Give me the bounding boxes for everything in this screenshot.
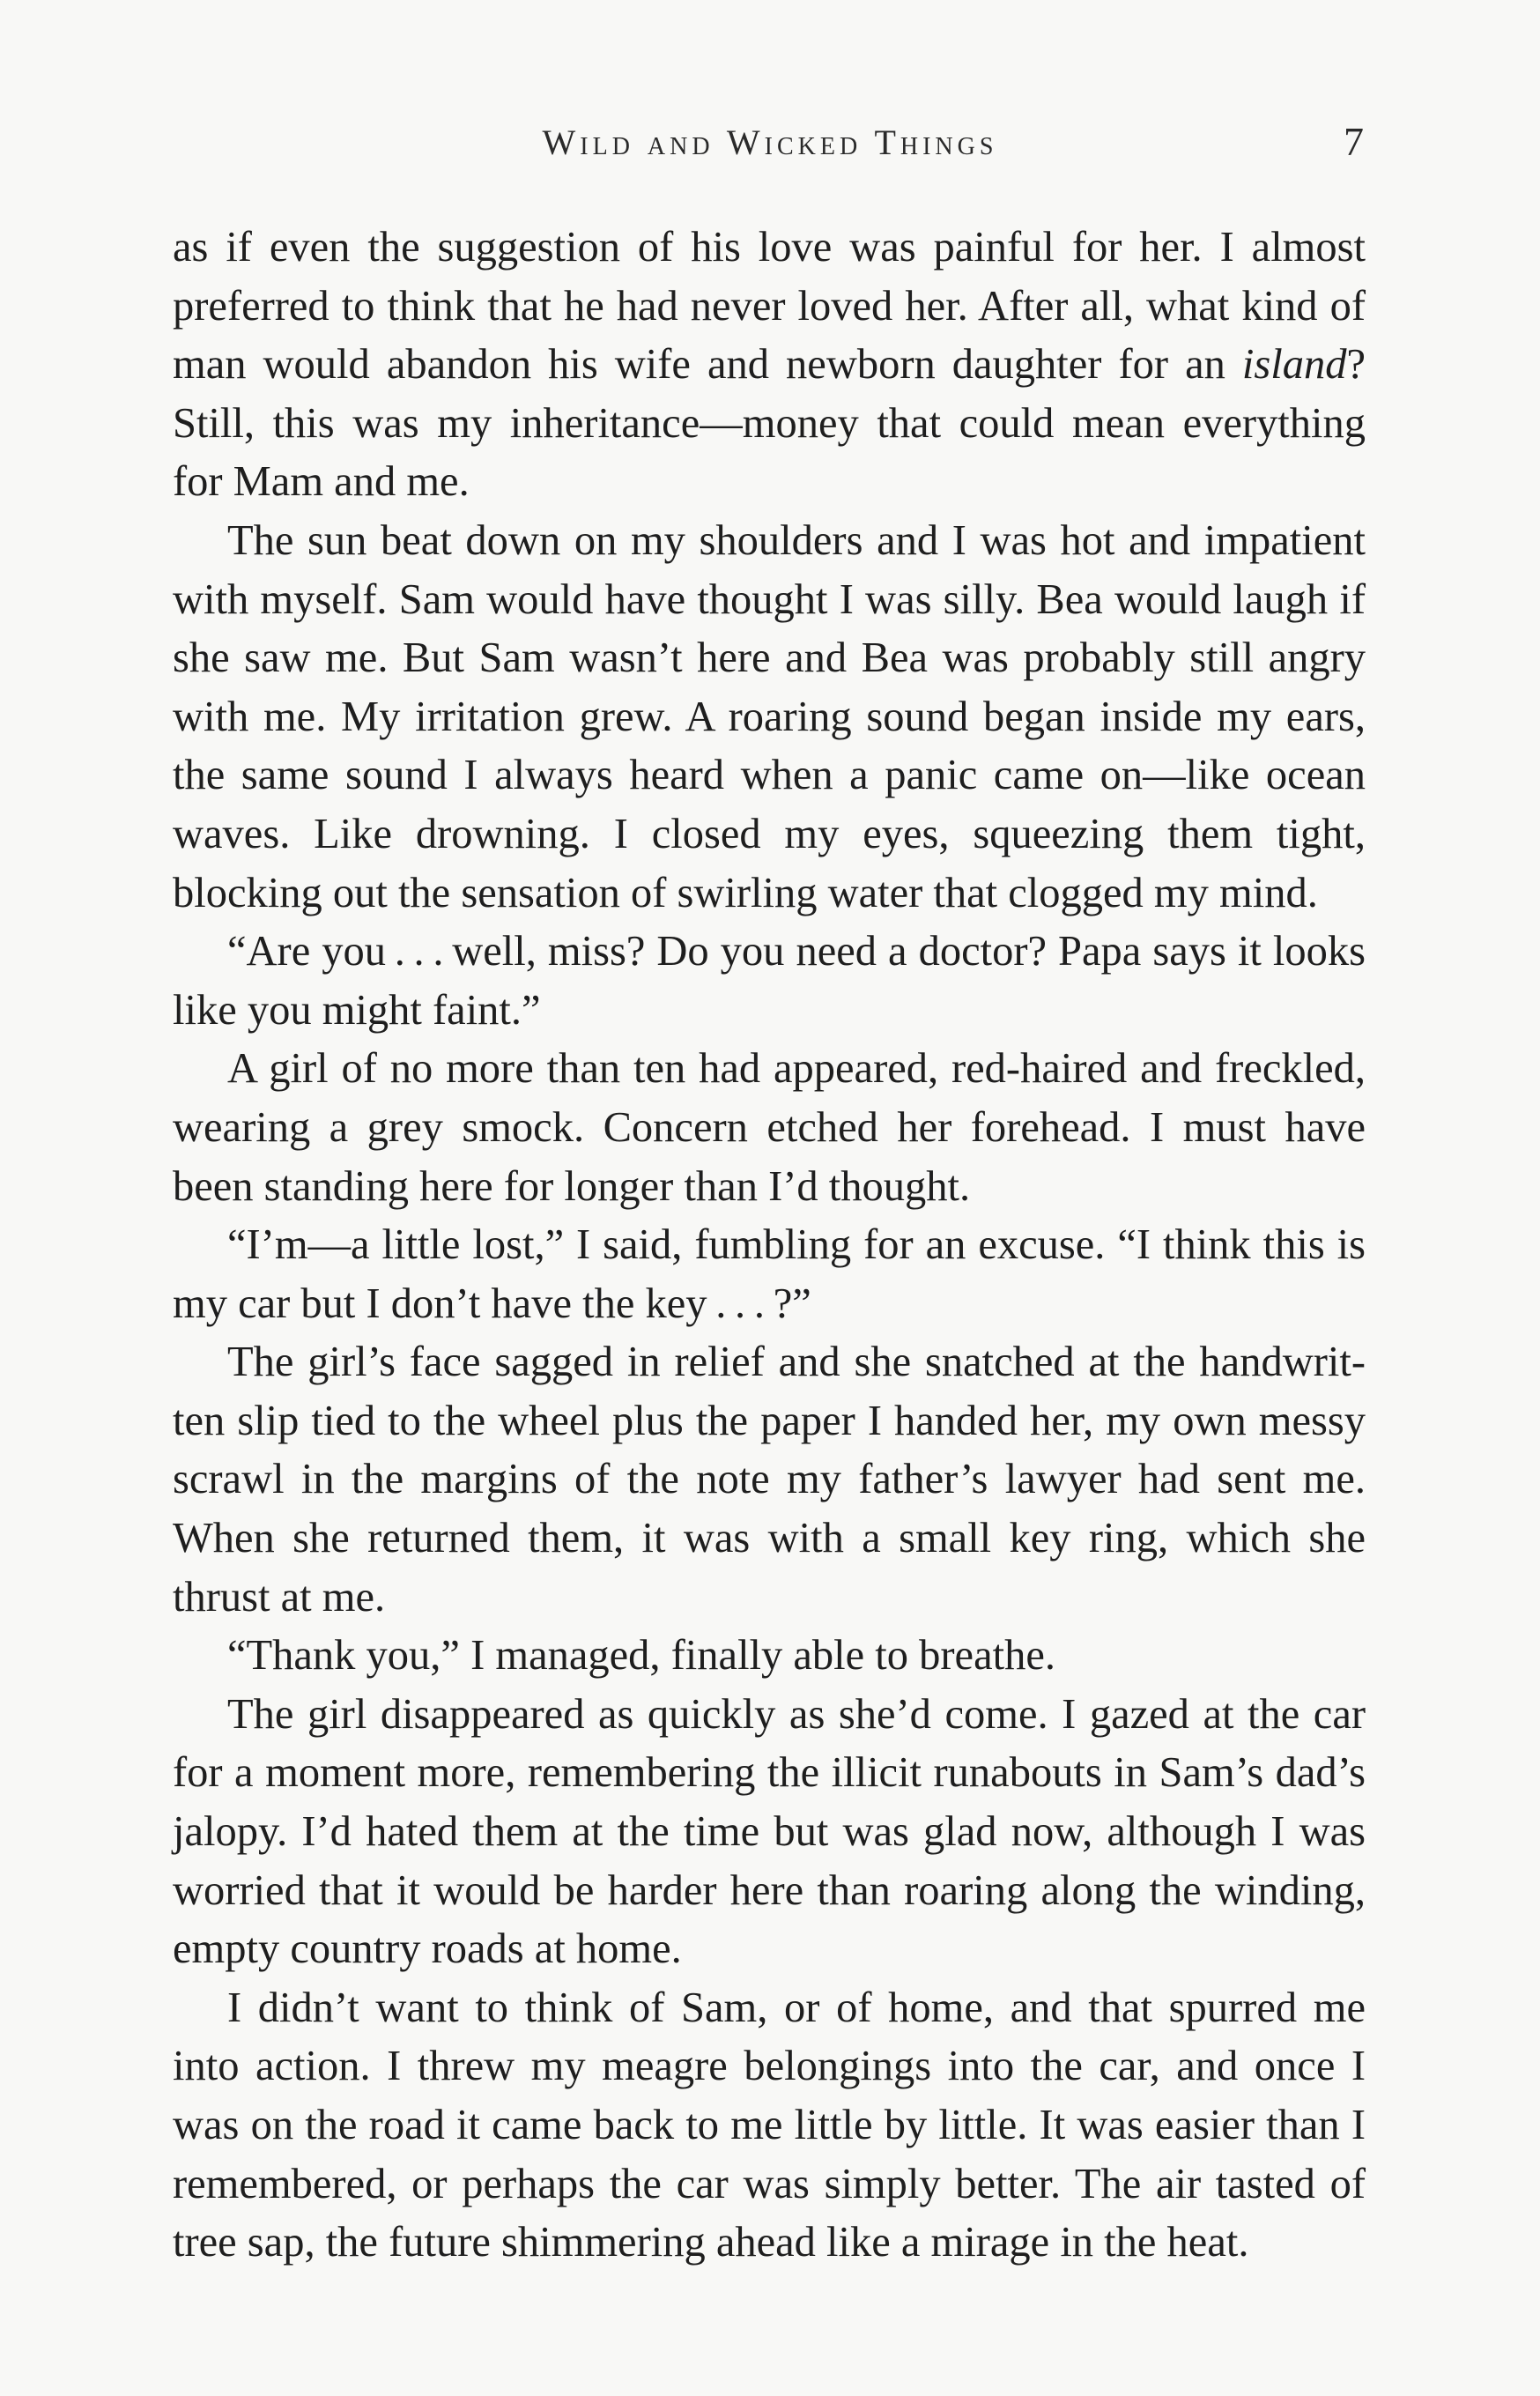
paragraph-8: The girl disappeared as quickly as she’d come. I gazed at the car for a moment more, remembering the illicit runabouts in Sam’s dad’s jalopy. I’d hated them at the time but was glad now, although I was worried that it would be harder here than roaring along the winding, empty country roads at home. bbox=[173, 1690, 1366, 1973]
paragraph-1-italic: island bbox=[1241, 341, 1347, 389]
paragraph-9: I didn’t want to think of Sam, or of home, and that spurred me into action. I threw my meagre belongings into the car, and once I was on the road it came back to me little by little. It was easier than I remembered, or perhaps the car was simply better. The air tasted of tree sap, the future shimmering ahead like a mirage in the heat. bbox=[173, 1984, 1366, 2266]
page-number: 7 bbox=[1344, 119, 1364, 164]
paragraph-7: “Thank you,” I managed, finally able to breathe. bbox=[227, 1632, 1055, 1680]
paragraph-5: “I’m—a little lost,” I said, fumbling for an excuse. “I think this is my car but I don’t have the key . . . ?” bbox=[173, 1221, 1366, 1327]
paragraph-1 bbox=[173, 219, 1366, 512]
running-head bbox=[0, 119, 1540, 174]
paragraph-6: The girl’s face sagged in relief and she snatched at the handwritten slip tied to the wheel plus the paper I handed her, my own messy scrawl in the margins of the note my father’s lawyer had sent me. When she returned them, it was with a small key ring, which she thrust at me. bbox=[173, 1339, 1366, 1621]
paragraph-4: A girl of no more than ten had appeared, red-haired and freckled, wearing a grey smock. Concern etched her forehead. I must have been standing here for longer than I’d thought. bbox=[173, 1045, 1366, 1210]
paragraph-3: “Are you . . . well, miss? Do you need a doctor? Papa says it looks like you might faint.” bbox=[173, 928, 1366, 1034]
running-title: Wild and Wicked Things bbox=[542, 122, 998, 162]
paragraph-1-text-a: as if even the suggestion of his love was painful for her. I almost preferred to think that he had never loved her. After all, what kind of man would abandon his wife and newborn daughter for an bbox=[173, 224, 1366, 389]
paragraph-2: The sun beat down on my shoulders and I was hot and impatient with myself. Sam would have thought I was silly. Bea would laugh if she saw me. But Sam wasn’t here and Bea was probably still angry with me. My irritation grew. A roaring sound began inside my ears, the same sound I always heard when a panic came on—like ocean waves. Like drowning. I closed my eyes, squeezing them tight, blocking out the sensation of swirling water that clogged my mind. bbox=[173, 516, 1366, 916]
paragraph-1-text-b: ? Still, this was my inheritance—money that could mean everything for Mam and me. bbox=[173, 341, 1366, 506]
body-text bbox=[173, 219, 1366, 2273]
